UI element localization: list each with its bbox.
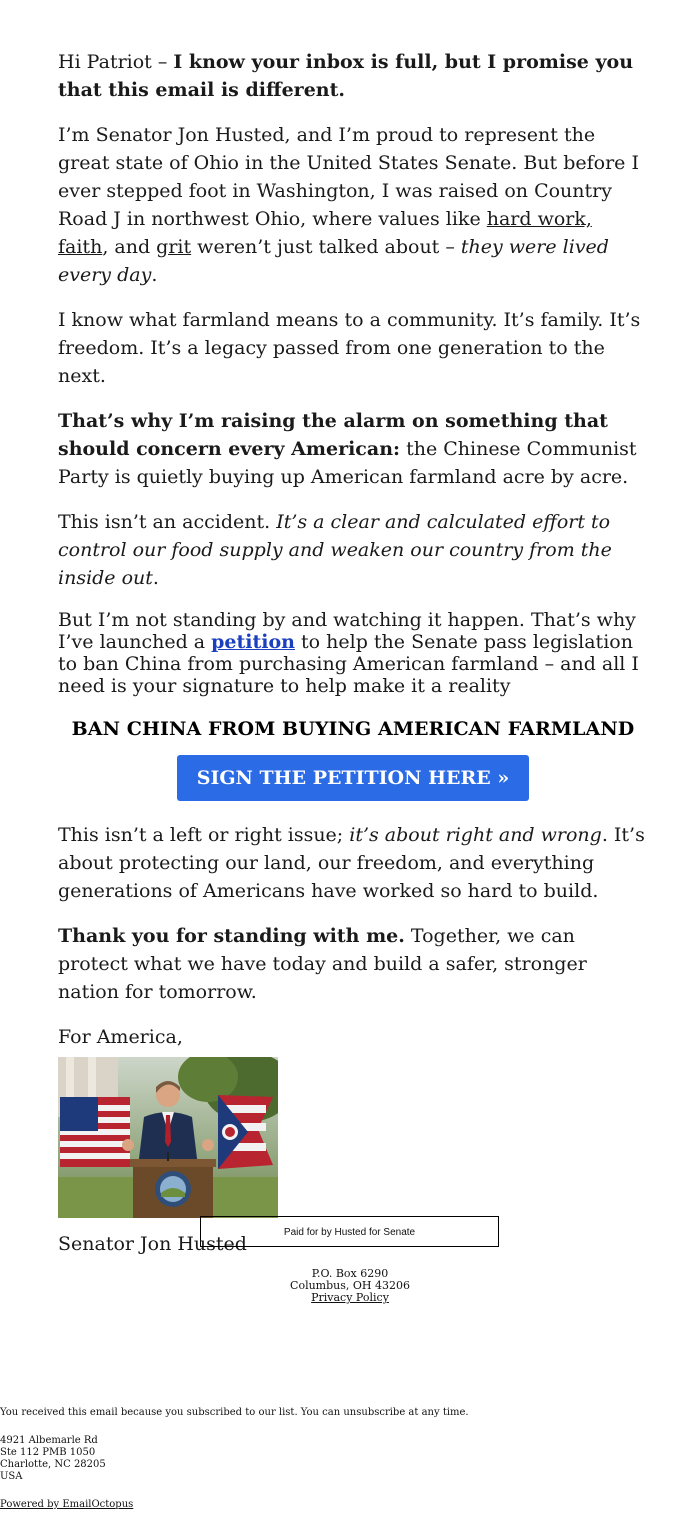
intro-text: weren’t just talked about – (191, 236, 461, 258)
intro-paragraph (58, 121, 648, 289)
intro-end: . (151, 264, 158, 286)
greeting (58, 48, 648, 104)
intro-sep: , and (102, 236, 157, 258)
accident-italic: It’s a clear and calculated effort to control our food supply and weaken our country from the inside out (58, 511, 612, 589)
powered-by-link[interactable]: Powered by EmailOctopus (0, 1499, 134, 1510)
closing: For America, (58, 1026, 183, 1048)
alarm-emphasis: That’s why I’m raising the alarm on something that should concern every American: (58, 410, 608, 460)
sender-address-line: Charlotte, NC 28205 (0, 1459, 106, 1470)
thanks-text: Together, we can protect what we have today and build a safer, stronger nation for tomorrow. (58, 925, 587, 1003)
left-right-text: . It’s about protecting our land, our freedom, and everything generations of Americans have worked so hard to build. (58, 824, 645, 902)
paid-for-box: Paid for by Husted for Senate (200, 1216, 499, 1247)
thanks-emphasis: Thank you for standing with me. (58, 925, 405, 947)
petition-link[interactable]: petition (211, 631, 295, 653)
petition-text: But I’m not standing by and watching it happen. That’s why I’ve launched a (58, 609, 636, 653)
po-box: P.O. Box 6290 (311, 1267, 389, 1280)
privacy-policy-link[interactable]: Privacy Policy (311, 1291, 389, 1304)
petition-text: to help the Senate pass legislation to ban China from purchasing American farmland – and all I need is your signature to help make it a reality (58, 631, 639, 697)
farmland-paragraph: I know what farmland means to a community. It’s family. It’s freedom. It’s a legacy passed from one generation to the next. (58, 309, 641, 387)
banner-title: BAN CHINA FROM BUYING AMERICAN FARMLAND (71, 718, 635, 740)
sign-petition-button[interactable]: SIGN THE PETITION HERE » (177, 755, 530, 801)
accident-end: . (152, 567, 159, 589)
left-right-italic: it’s about right and wrong (349, 824, 602, 846)
sender-address-line: USA (0, 1471, 23, 1482)
intro-text: I’m Senator Jon Husted, and I’m proud to represent the great state of Ohio in the United States Senate. But before I ever stepped foot in Washington, I was raised on Country Road J in northwest Ohio, where values like (58, 124, 639, 230)
accident-text: This isn’t an accident. (58, 511, 277, 533)
value-hard-work: hard work, (486, 208, 592, 230)
thanks-paragraph (58, 922, 648, 1006)
campaign-address (0, 1268, 700, 1304)
petition-paragraph (58, 609, 648, 697)
intro-italic: they were lived every day (58, 236, 609, 286)
alarm-paragraph (58, 407, 648, 491)
email-body (58, 48, 648, 1275)
left-right-paragraph (58, 821, 648, 905)
senator-photo (58, 1057, 278, 1218)
value-faith: faith (58, 236, 103, 258)
city-line: Columbus, OH 43206 (290, 1279, 410, 1292)
alarm-text: the Chinese Communist Party is quietly buying up American farmland acre by acre. (58, 438, 637, 488)
left-right-text: This isn’t a left or right issue; (58, 824, 350, 846)
subscription-notice: You received this email because you subscribed to our list. You can unsubscribe at any time. (0, 1407, 469, 1418)
sender-address-line: Ste 112 PMB 1050 (0, 1447, 96, 1458)
sender-address-line: 4921 Albemarle Rd (0, 1435, 98, 1446)
accident-paragraph (58, 508, 648, 592)
greeting-emphasis: I know your inbox is full, but I promise you that this email is different. (58, 51, 634, 101)
senator-photo-illustration (58, 1057, 278, 1218)
value-grit: grit (156, 236, 192, 258)
signature: Senator Jon Husted (58, 1233, 247, 1255)
email-footer (0, 1407, 469, 1511)
salutation: Hi Patriot – (58, 51, 174, 73)
cta-wrapper (58, 755, 648, 801)
